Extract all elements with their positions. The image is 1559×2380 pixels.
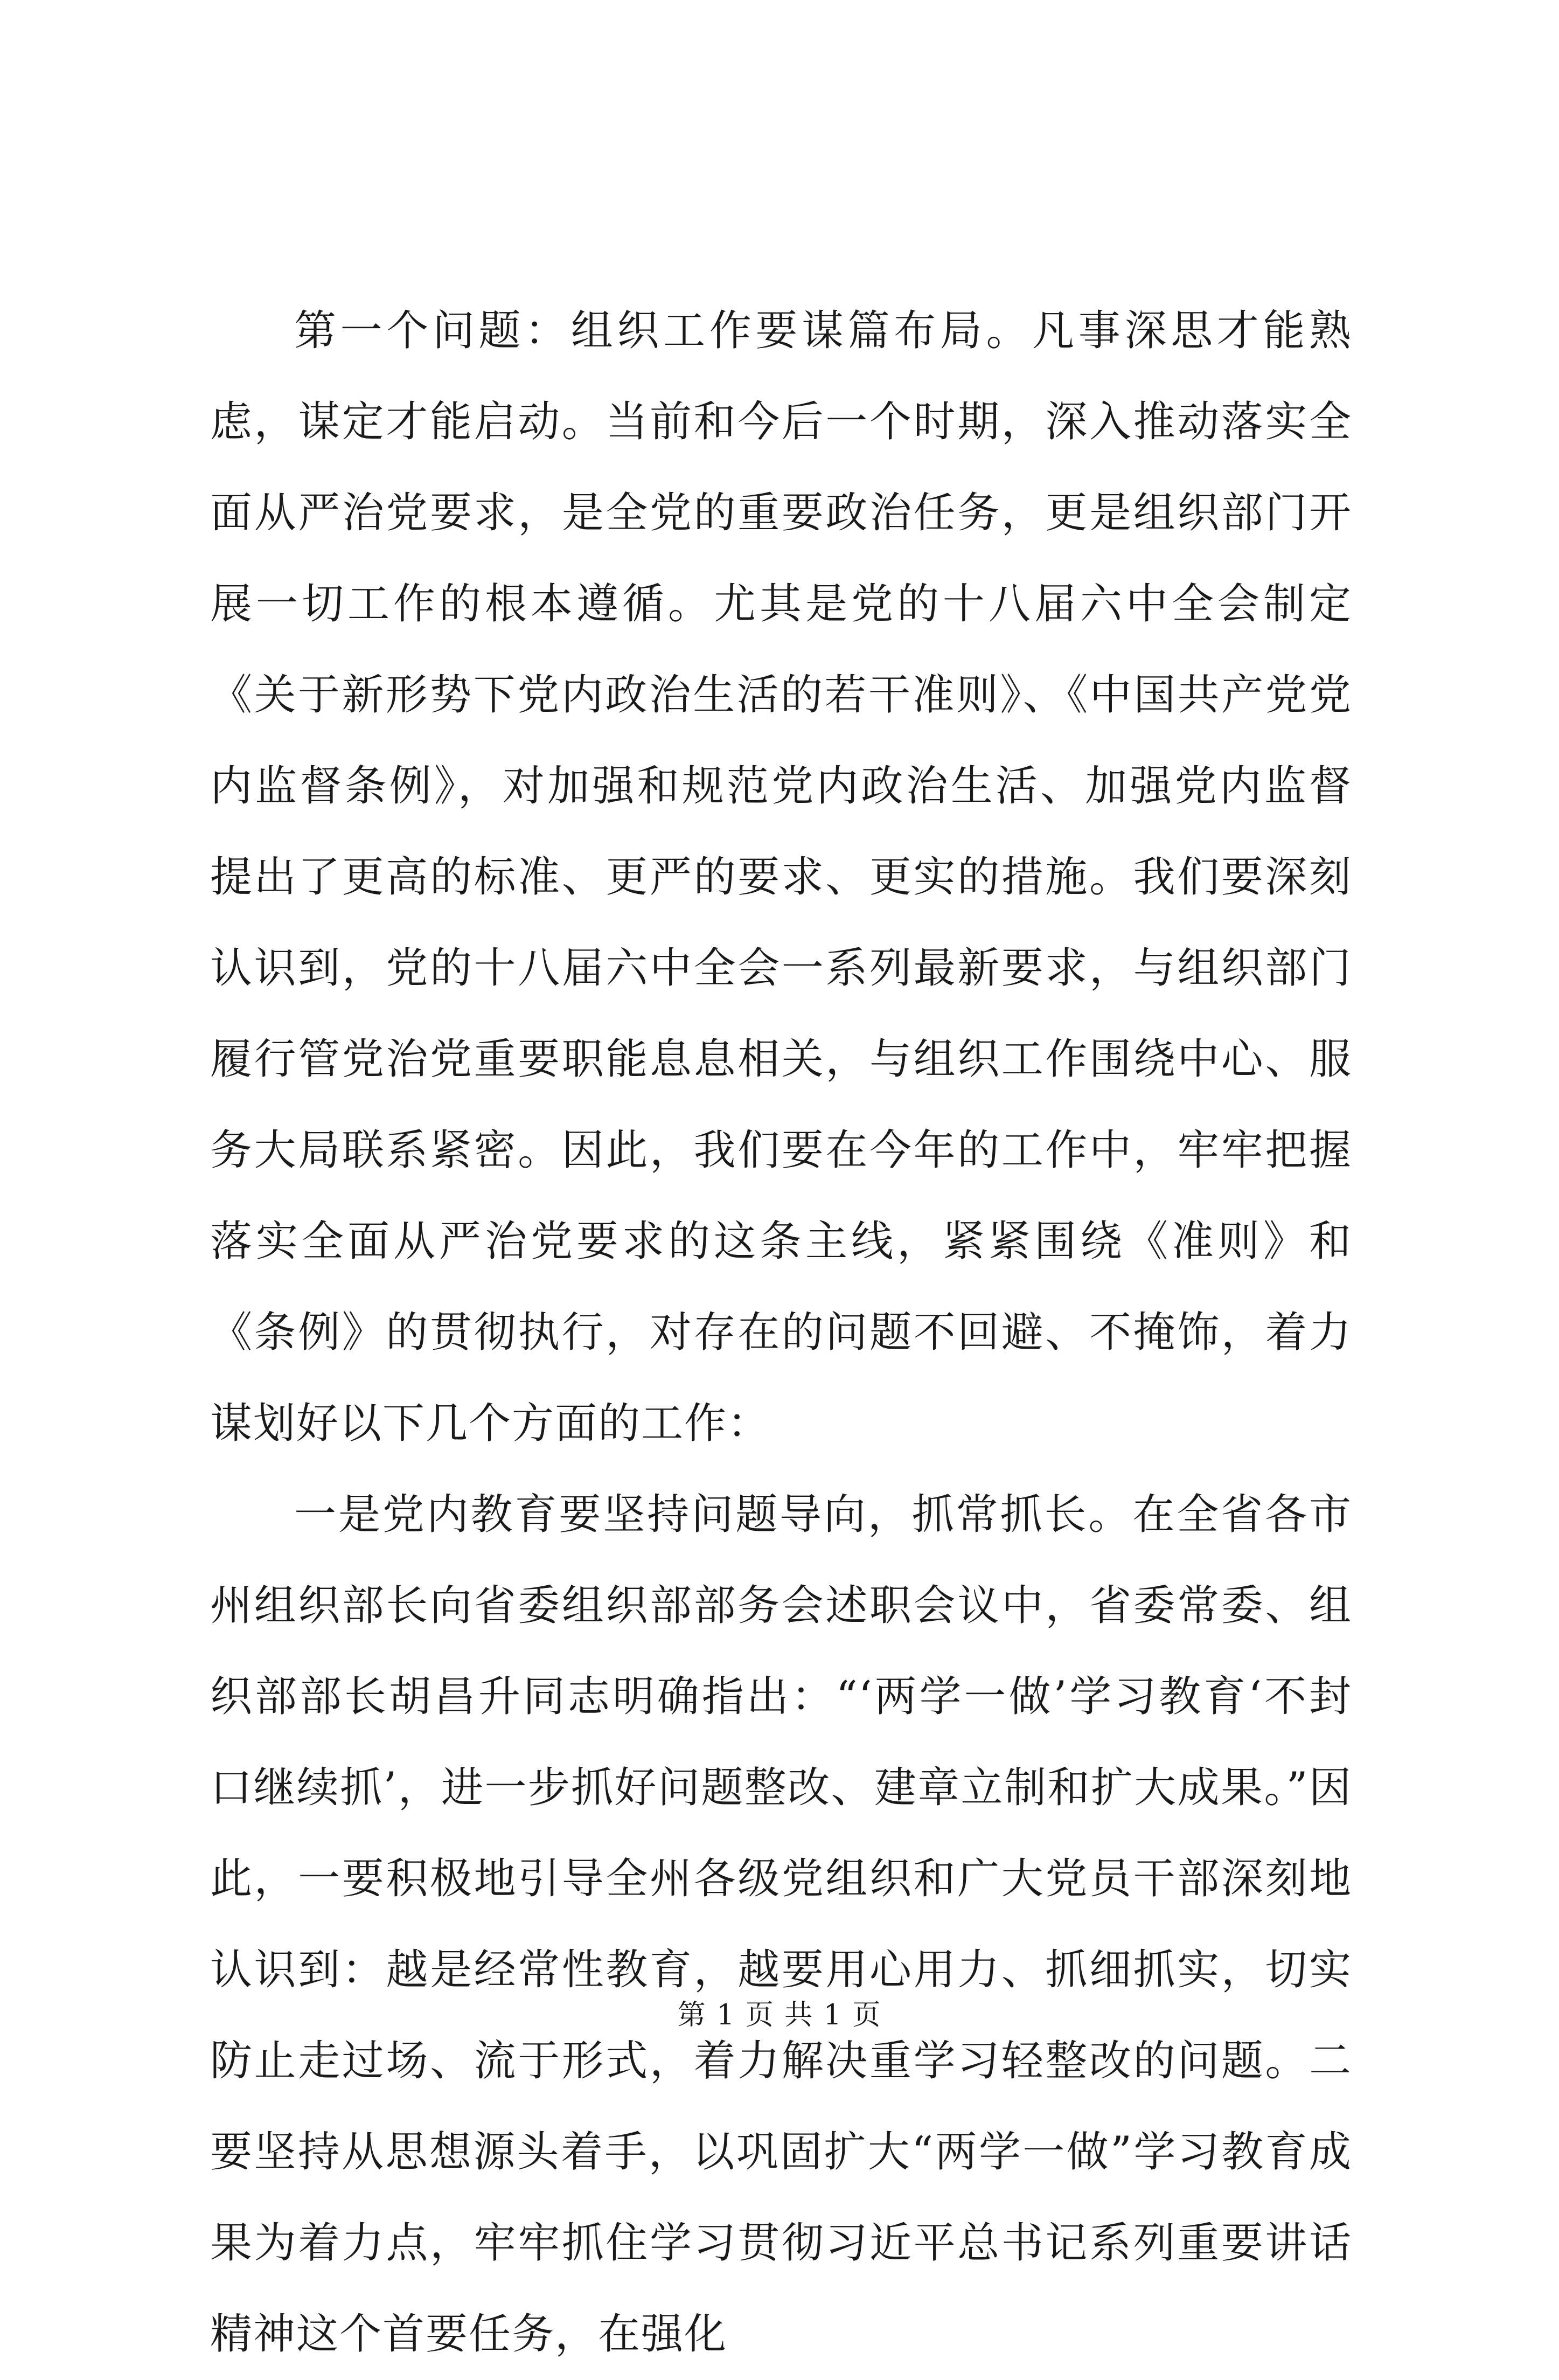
- page-footer: 第 1 页 共 1 页: [677, 1999, 882, 2031]
- paragraph-2: 一是党内教育要坚持问题导向，抓常抓长。在全省各市州组织部长向省委组织部部务会述职会议中，省委常委、组织部部长胡昌升同志明确指出：“‘两学一做’学习教育‘不封口继续抓’，进一步抓好问题整改、建章立制和扩大成果。”因此，一要积极地引导全州各级党组织和广大党员干部深刻地认识到：越是经常性教育，越要用心用力、抓细抓实，切实防止走过场、流于形式，着力解决重学习轻整改的问题。二要坚持从思想源头着手，以巩固扩大“两学一做”学习教育成果为着力点，牢牢抓住学习贯彻习近平总书记系列重要讲话精神这个首要任务，在强化: [210, 1490, 1352, 2358]
- document-body: [210, 286, 1352, 2380]
- paragraph-1: 第一个问题：组织工作要谋篇布局。凡事深思才能熟虑，谋定才能启动。当前和今后一个时期，深入推动落实全面从严治党要求，是全党的重要政治任务，更是组织部门开展一切工作的根本遵循。尤其是党的十八届六中全会制定《关于新形势下党内政治生活的若干准则》、《中国共产党党内监督条例》，对加强和规范党内政治生活、加强党内监督提出了更高的标准、更严的要求、更实的措施。我们要深刻认识到，党的十八届六中全会一系列最新要求，与组织部门履行管党治党重要职能息息相关，与组织工作围绕中心、服务大局联系紧密。因此，我们要在今年的工作中，牢牢把握落实全面从严治党要求的这条主线，紧紧围绕《准则》和《条例》的贯彻执行，对存在的问题不回避、不掩饰，着力谋划好以下几个方面的工作：: [210, 307, 1352, 1448]
